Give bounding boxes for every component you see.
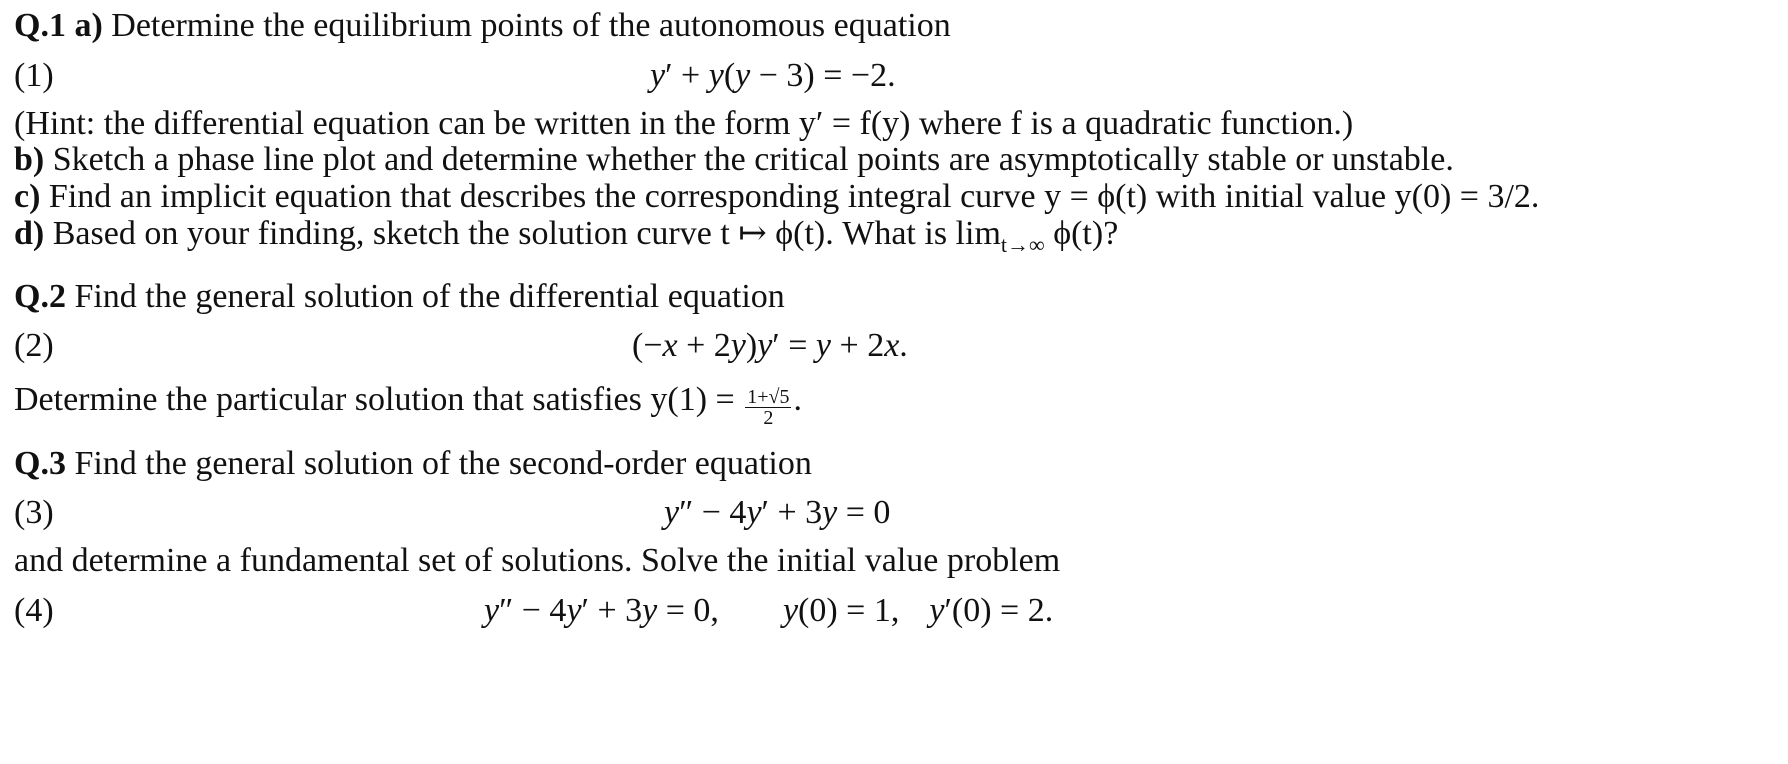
q1d-limit-sub: t→∞ — [1000, 232, 1045, 257]
q1-hint: (Hint: the differential equation can be written in the form y′ = f(y) where f is a quadratic function.) — [14, 105, 1354, 142]
q2-frac-den: 2 — [763, 407, 774, 429]
q2-particular-text: Determine the particular solution that satisfies y(1) = — [14, 381, 744, 418]
q1c-line — [14, 177, 1539, 217]
eq1: y′ + y(y − 3) = −2. — [650, 57, 896, 94]
eq2-number: (2) — [14, 327, 54, 364]
q2-frac-num: 1+√5 — [747, 386, 790, 408]
eq3-number: (3) — [14, 494, 54, 531]
q1b-line — [14, 140, 1454, 180]
q1-label: Q.1 a) — [14, 7, 103, 44]
q1b-text: Sketch a phase line plot and determine whether the critical points are asymptotically stable or unstable. — [52, 141, 1454, 178]
q3-label: Q.3 — [14, 445, 66, 482]
q1a-text: Determine the equilibrium points of the autonomous equation — [111, 7, 951, 44]
q1d-label: d) — [14, 215, 45, 252]
eq1-number: (1) — [14, 57, 54, 94]
eq3: y″ − 4y′ + 3y = 0 — [664, 494, 891, 531]
q2-particular-line: Determine the particular solution that satisfies y(1) = $\frac{1+√5}{2}$ . — [14, 381, 802, 429]
q1d-line — [14, 214, 1118, 265]
q1-heading-line — [14, 6, 951, 46]
q3-heading-line — [14, 444, 812, 484]
q3-text: Find the general solution of the second-order equation — [74, 445, 812, 482]
q2-label: Q.2 — [14, 278, 66, 315]
q3-fundamental-text: and determine a fundamental set of solutions. Solve the initial value problem — [14, 542, 1061, 579]
q1b-label: b) — [14, 141, 45, 178]
eq4: y″ − 4y′ + 3y = 0, y(0) = 1, y′(0) = 2. — [484, 592, 1054, 629]
q1d-text-2: ϕ(t)? — [1044, 215, 1119, 252]
eq2: (−x + 2y)y′ = y + 2x. — [632, 327, 908, 364]
q1c-label: c) — [14, 178, 41, 215]
eq4-number: (4) — [14, 592, 54, 629]
q1c-text: Find an implicit equation that describes the corresponding integral curve y = ϕ(t) with initial value y(0) = 3/2. — [48, 178, 1540, 215]
q1d-text-1: Based on your finding, sketch the solution curve t ↦ ϕ(t). What is lim — [52, 215, 1001, 252]
q2-fraction — [745, 387, 791, 428]
q2-heading-line — [14, 277, 785, 317]
q2-text: Find the general solution of the differential equation — [74, 278, 785, 315]
